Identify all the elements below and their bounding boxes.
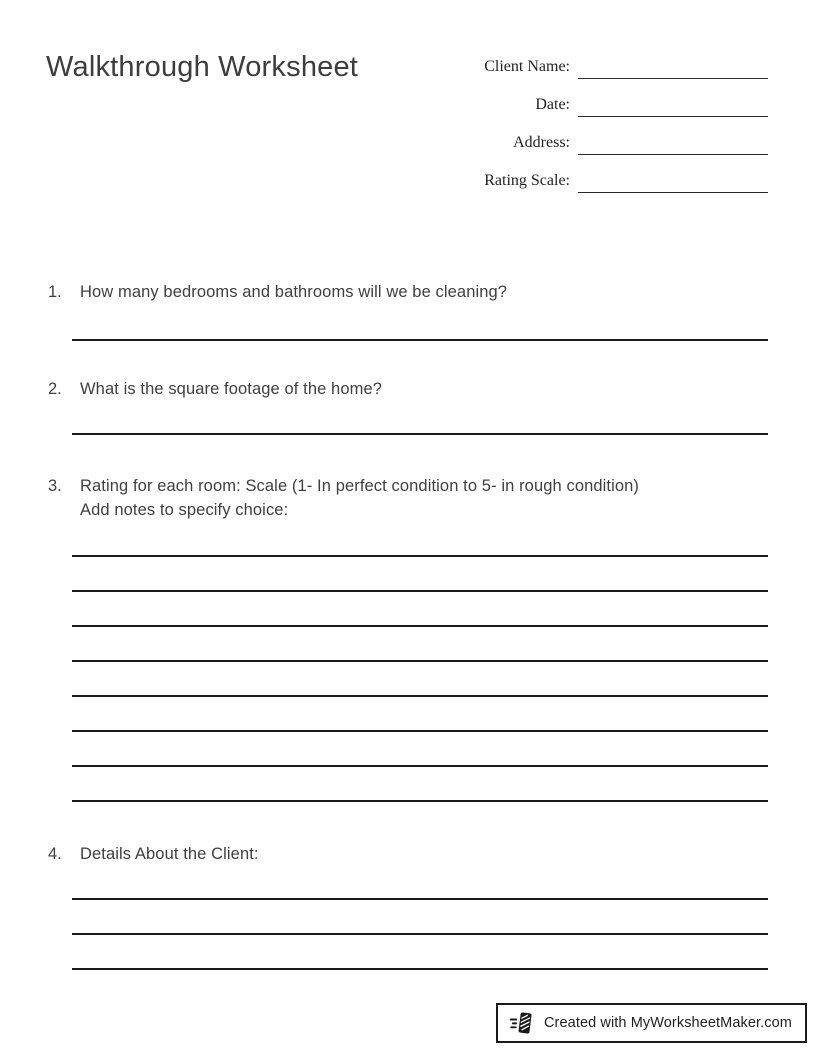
answer-line xyxy=(72,695,768,697)
answer-line xyxy=(72,590,768,592)
field-row-date xyxy=(420,79,768,117)
question-4-text: Details About the Client: xyxy=(80,845,259,863)
answer-line xyxy=(72,433,768,435)
question-4-row xyxy=(48,842,768,866)
question-2 xyxy=(48,377,768,435)
question-4 xyxy=(48,842,768,970)
client-name-input-line xyxy=(578,55,768,79)
page-title: Walkthrough Worksheet xyxy=(46,51,359,83)
answer-line xyxy=(72,898,768,900)
answer-line xyxy=(72,730,768,732)
question-3-subtext: Add notes to specify choice: xyxy=(80,501,289,519)
answer-line xyxy=(72,625,768,627)
answer-line xyxy=(72,765,768,767)
worksheet-maker-badge xyxy=(496,1003,807,1043)
field-row-client-name xyxy=(420,41,768,79)
client-name-label: Client Name: xyxy=(484,58,570,75)
question-1-answer-lines xyxy=(72,339,768,341)
question-4-number: 4. xyxy=(48,845,62,863)
question-2-answer-lines xyxy=(72,433,768,435)
address-input-line xyxy=(578,131,768,155)
question-3-number: 3. xyxy=(48,477,62,495)
answer-line xyxy=(72,800,768,802)
date-label: Date: xyxy=(535,96,570,113)
question-4-answer-lines xyxy=(72,898,768,970)
field-row-address xyxy=(420,117,768,155)
rating-scale-input-line xyxy=(578,169,768,193)
question-3 xyxy=(48,474,768,802)
question-2-text: What is the square footage of the home? xyxy=(80,380,383,398)
answer-line xyxy=(72,339,768,341)
date-input-line xyxy=(578,93,768,117)
header-fields xyxy=(420,41,768,193)
answer-line xyxy=(72,660,768,662)
question-3-row xyxy=(48,474,768,522)
question-3-answer-lines xyxy=(72,555,768,802)
question-3-text: Rating for each room: Scale (1- In perfect condition to 5- in rough condition) Add notes to specify choice: xyxy=(80,477,640,519)
question-1-row xyxy=(48,280,768,304)
question-1 xyxy=(48,280,768,341)
field-row-rating-scale xyxy=(420,155,768,193)
answer-line xyxy=(72,968,768,970)
question-1-text: How many bedrooms and bathrooms will we be cleaning? xyxy=(80,283,508,301)
rating-scale-label: Rating Scale: xyxy=(484,172,570,189)
question-2-number: 2. xyxy=(48,380,62,398)
myworksheetmaker-logo-icon xyxy=(509,1010,535,1036)
question-1-number: 1. xyxy=(48,283,62,301)
badge-text: Created with MyWorksheetMaker.com xyxy=(543,1015,792,1031)
address-label: Address: xyxy=(513,134,570,151)
answer-line xyxy=(72,933,768,935)
question-2-row xyxy=(48,377,768,401)
answer-line xyxy=(72,555,768,557)
